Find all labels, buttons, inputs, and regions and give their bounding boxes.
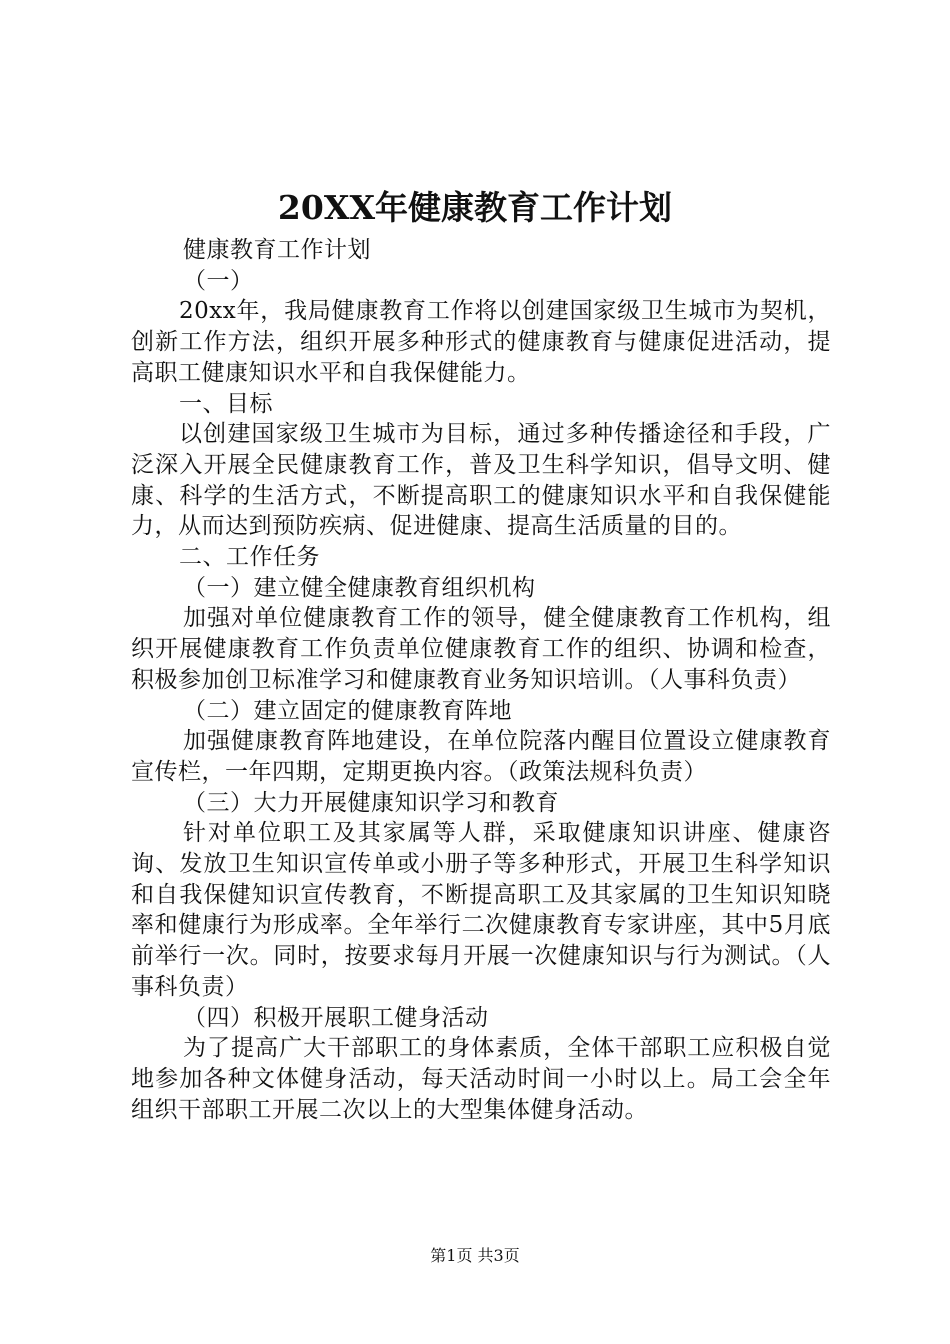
document-body — [131, 235, 831, 1125]
intro-paragraph: 20xx年，我局健康教育工作将以创建国家级卫生城市为契机，创新工作方法，组织开展多种形式的健康教育与健康促进活动，提高职工健康知识水平和自我保健能力。 — [131, 298, 831, 386]
task-3-paragraph: 针对单位职工及其家属等人群，采取健康知识讲座、健康咨询、发放卫生知识宣传单或小册子等多种形式，开展卫生科学知识和自我保健知识宣传教育，不断提高职工及其家属的卫生知识知晓率和健康行为形成率。全年举行二次健康教育专家讲座，其中5月底前举行一次。同时，按要求每月开展一次健康知识与行为测试。（人事科负责） — [131, 820, 831, 1000]
task-3-heading: （三）大力开展健康知识学习和教育 — [183, 789, 559, 816]
task-4-paragraph: 为了提高广大干部职工的身体素质，全体干部职工应积极自觉地参加各种文体健身活动，每天活动时间一小时以上。局工会全年组织干部职工开展二次以上的大型集体健身活动。 — [131, 1035, 831, 1123]
task-4-heading: （四）积极开展职工健身活动 — [183, 1004, 489, 1031]
heading-goal: 一、目标 — [179, 390, 273, 417]
subtitle-paragraph: 健康教育工作计划 — [183, 237, 371, 263]
goal-paragraph: 以创建国家级卫生城市为目标，通过多种传播途径和手段，广泛深入开展全民健康教育工作，普及卫生科学知识，倡导文明、健康、科学的生活方式，不断提高职工的健康知识水平和自我保健能力，从而达到预防疾病、促进健康、提高生活质量的目的。 — [131, 421, 831, 540]
heading-tasks: 二、工作任务 — [179, 544, 320, 571]
document-title: 20XX年健康教育工作计划 — [277, 188, 673, 227]
task-1-paragraph: 加强对单位健康教育工作的领导，健全健康教育工作机构，组织开展健康教育工作负责单位健康教育工作的组织、协调和检查，积极参加创卫标准学习和健康教育业务知识培训。（人事科负责） — [131, 605, 831, 693]
page-number-footer: 第1页 共3页 — [430, 1246, 520, 1265]
task-2-paragraph: 加强健康教育阵地建设，在单位院落内醒目位置设立健康教育宣传栏，一年四期，定期更换内容。（政策法规科负责） — [131, 728, 831, 785]
task-2-heading: （二）建立固定的健康教育阵地 — [183, 697, 512, 724]
task-1-heading: （一）建立健全健康教育组织机构 — [183, 574, 536, 601]
section-marker: （一） — [183, 267, 254, 294]
